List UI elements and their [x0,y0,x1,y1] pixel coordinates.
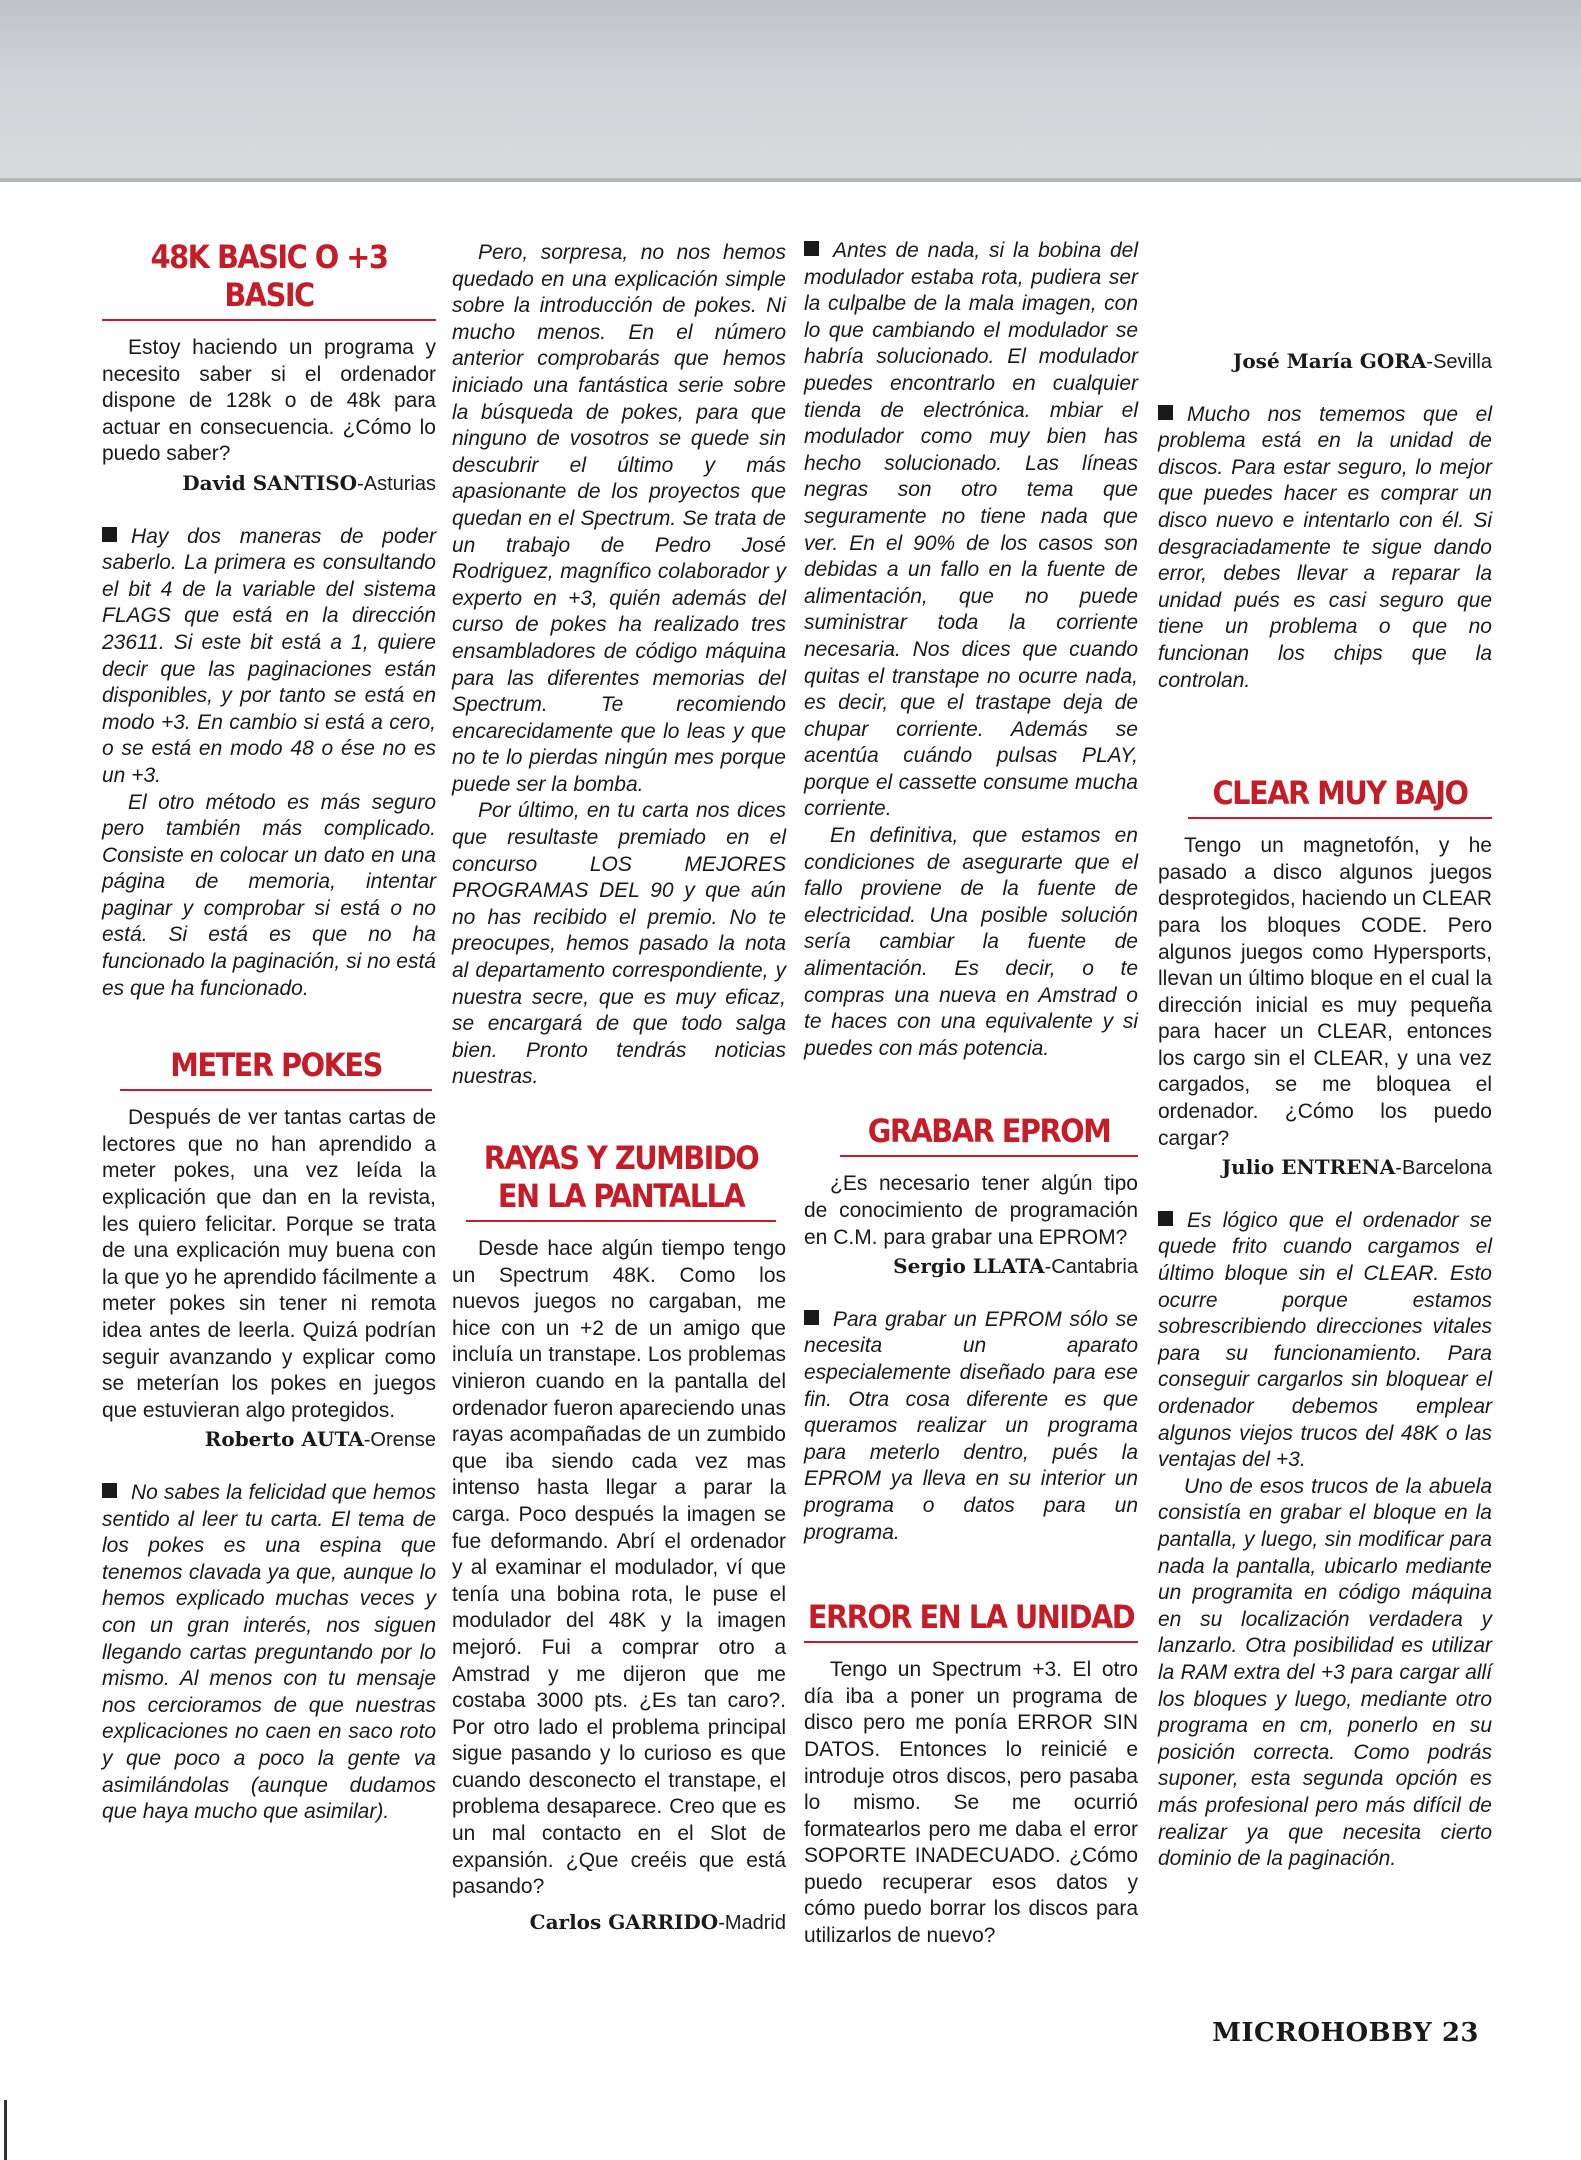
answer-square-icon [102,1483,117,1498]
reader-letter: Desde hace algún tiempo tengo un Spectrum 48K. Como los nuevos juegos no cargaban, me hice con un +2 de un amigo que incluía un transtape. Los problemas vinieron cuando en la pantalla del ordenador fueron apareciendo unas rayas acompañadas de un zumbido que iba siendo cada vez mas intenso hasta llegar a parar la carga. Poco después la imagen se fue deformando. Abrí el ordenador y al examinar el modulador, ví que tenía una bobina rota, le puse el modulador del 48K y la imagen mejoró. Fui a comprar otro a Amstrad y me dijeron que me costaba 3000 pts. ¿Es tan caro?. Por otro lado el problema principal sigue pasando y lo curioso es que cuando desconecto el transtape, el problema desaparece. Creo que es un mal contacto en el Slot de expansión. ¿Que creéis que está pasando? [452,1237,786,1899]
section-title-grabar-eprom: GRABAR EPROM [840,1112,1138,1157]
editor-answer-continued: Pero, sorpresa, no nos hemos quedado en una explicación simple sobre la introducción de pokes. Ni mucho menos. En el número anterior comprobarás que hemos iniciado una fantástica serie sobre la búsqueda de pokes, para que ninguno de vosotros se quede sin descubrir el último y más apasionante de los proyectos que quedan en el Spectrum. Se trata de un trabajo de Pedro José Rodriguez, magnífico colaborador y experto en +3, quién además del curso de pokes ha realizado tres ensambladores de código máquina para las diferentes memorias del Spectrum. Te recomiendo encarecidamente que lo leas y que no te lo pierdas ningún mes porque puede ser la bomba. Por último, en tu carta nos dices que resultaste premiado en el concurso LOS MEJORES PROGRAMAS DEL 90 y que aún no has recibido el premio. No te preocupes, hemos pasado la nota al departamento correspondiente, y nuestra secre, que es muy eficaz, se encargará de que todo salga bien. Pronto tendrás noticias nuestras. [452,241,786,1089]
letter-signature: Julio ENTRENA-Barcelona [1221,1155,1492,1180]
answer-square-icon [1158,405,1173,420]
reader-letter: Tengo un Spectrum +3. El otro día iba a poner un programa de disco pero me ponía ERROR SIN DATOS. Entonces lo reinicié e introduje otros discos, pero pasaba lo mismo. Se me ocurrió formatearlos pero me daba el error SOPORTE INADECUADO. ¿Cómo puedo recuperar esos datos y cómo puedo borrar los discos para utilizarlos de nuevo? [804,1658,1138,1948]
section-title-rayas: RAYAS Y ZUMBIDO EN LA PANTALLA [466,1139,776,1222]
section-title-48k-basic: 48K BASIC O +3 BASIC [102,238,436,321]
editor-answer: Para grabar un EPROM sólo se necesita un aparato especialemente diseñado para ese fin. Otra cosa diferente es que queramos realizar un programa para meterlo dentro, pués la EPROM ya lleva en su interior un programa o datos para un programa. [804,1307,1138,1544]
answer-square-icon [804,1310,819,1325]
column-4 [1158,238,1492,1873]
answer-square-icon [102,527,117,542]
answer-square-icon [804,241,819,256]
reader-letter: ¿Es necesario tener algún tipo de conocimiento de programación en C.M. para grabar una EPROM? [804,1172,1138,1249]
letter-signature: Sergio LLATA-Cantabria [893,1254,1138,1279]
letter-signature: Roberto AUTA-Orense [204,1427,436,1452]
page-number: 23 [1441,2018,1479,2048]
top-photo-band [0,0,1581,182]
answer-square-icon [1158,1211,1173,1226]
magazine-name: MICROHOBBY [1212,2018,1433,2048]
letter-signature: Carlos GARRIDO-Madrid [529,1909,786,1934]
section-title-error-unidad: ERROR EN LA UNIDAD [804,1598,1138,1643]
column-3 [804,238,1138,1950]
editor-answer: Hay dos maneras de poder saberlo. La primera es consultando el bit 4 de la variable del sistema FLAGS que está en la dirección 23611. Si este bit está a 1, quiere decir que las paginaciones están disponibles, y por tanto se está en modo +3. En cambio si está a cero, o se está en modo 48 o ése no es un +3. El otro método es más seguro pero también más complicado. Consiste en colocar un dato en una página de memoria, intentar paginar y comprobar si está o no está. Si está es que no ha funcionado la paginación, si no está es que ha funcionado. [102,524,436,1000]
letter-signature: José María GORA-Sevilla [1232,349,1492,373]
page-footer [1212,2018,1479,2048]
editor-answer: Antes de nada, si la bobina del modulador estaba rota, pudiera ser la culpalbe de la mala imagen, con lo que cambiando el modulador se habría solucionado. El modulador puedes encontrarlo en cualquier tienda de electrónica. mbiar el modulador como muy bien has hecho solucionado. Las líneas negras son otro tema que seguramente no tiene nada que ver. En el 90% de los casos son debidas a un fallo en la fuente de alimentación, que no puede suministrar toda la corriente necesaria. Nos dices que cuando quitas el transtape no ocurre nada, es decir, que el trastape deja de chupar corriente. Además se acentúa cuándo pulsas PLAY, porque el cassette consume mucha corriente. En definitiva, que estamos en condiciones de asegurarte que el fallo proviene de la fuente de electricidad. Una posible solución sería cambiar la fuente de alimentación. Es decir, o te compras una nueva en Amstrad o te haces con una equivalente y si puedes con más potencia. [804,239,1138,1060]
binding-mark [4,2100,7,2160]
section-title-meter-pokes: METER POKES [120,1046,432,1091]
letter-signature: David SANTISO-Asturias [182,470,436,495]
editor-answer: No sabes la felicidad que hemos sentido al leer tu carta. El tema de los pokes es una espina que tenemos clavada ya que, aunque lo hemos explicado muchas veces y con un gran interés, nos siguen llegando cartas preguntando por lo mismo. Al menos con tu mensaje nos cercioramos de que nuestras explicaciones no caen en saco roto y que poco a poco la gente va asimilándolas (aunque dudamos que haya mucho que asimilar). [102,1480,436,1824]
reader-letter: Después de ver tantas cartas de lectores que no han aprendido a meter pokes, una vez leída la explicación que dan en la revista, les quiero felicitar. Porque se trata de una explicación muy buena con la que yo he aprendido fácilmente a meter pokes sin tener ni remota idea antes de leerla. Quizá podrían seguir avanzando y explicar como se meterían los pokes en juegos que estuvieran algo protegidos. [102,1106,436,1422]
column-1 [102,238,436,1826]
editor-answer: Mucho nos tememos que el problema está en la unidad de discos. Para estar seguro, lo mejor que puedes hacer es comprar un disco nuevo e intentarlo con él. Si desgraciadamente te sigue dando error, debes llevar a reparar la unidad pués es casi seguro que tiene un problema o que no funcionan los chips que la controlan. [1158,402,1492,692]
reader-letter: Tengo un magnetofón, y he pasado a disco algunos juegos desprotegidos, haciendo un CLEAR para los bloques CODE. Pero algunos juegos como Hypersports, llevan un último bloque en el cual la dirección inicial es muy pequeña para hacer un CLEAR, entonces los cargo sin el CLEAR, y una vez cargados, se me bloquea el ordenador. ¿Cómo los puedo cargar? [1158,834,1492,1150]
reader-letter: Estoy haciendo un programa y necesito saber si el ordenador dispone de 128k o de 48k para actuar en consecuencia. ¿Cómo lo puedo saber? [102,336,436,466]
column-2 [452,240,786,1936]
section-title-clear-muy-bajo: CLEAR MUY BAJO [1188,774,1492,819]
editor-answer: Es lógico que el ordenador se quede frito cuando cargamos el último bloque sin el CLEAR. Esto ocurre porque estamos sobrescribiendo direcciones vitales para su funcionamiento. Para conseguir cargarlos sin bloquear el ordenador debemos emplear algunos viejos trucos del 48K o las ventajas del +3. Uno de esos trucos de la abuela consistía en grabar el bloque en la pantalla, y luego, sin modificar para nada la pantalla, ubicarlo mediante un programita en código máquina en su localización verdadera y lanzarlo. Otra posibilidad es utilizar la RAM extra del +3 para cargar allí los bloques y luego, mediante otro programa en cm, ponerlo en su posición correcta. Como podrás suponer, esta segunda opción es más profesional pero más difícil de realizar ya que necesita cierto dominio de la paginación. [1158,1208,1492,1871]
